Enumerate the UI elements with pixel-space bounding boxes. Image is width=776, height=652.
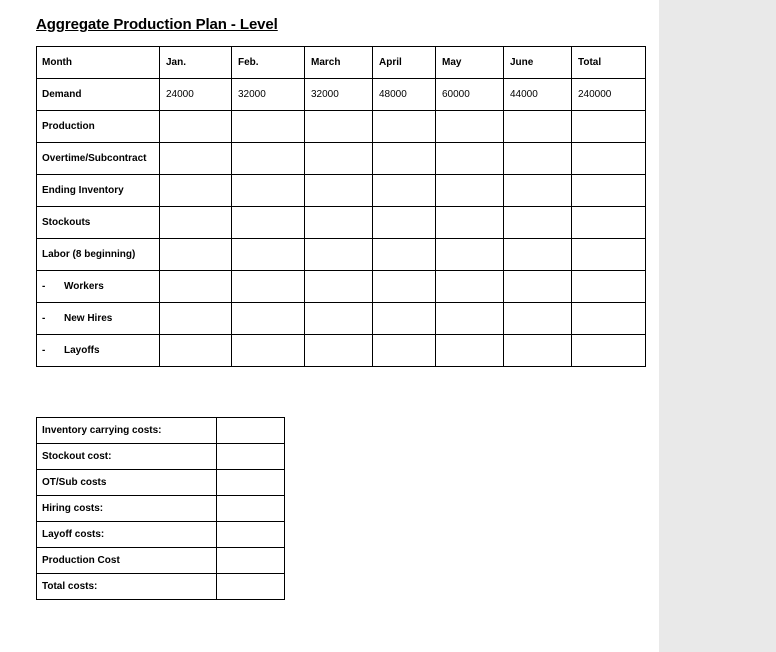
cost-value-cell[interactable]: [217, 470, 285, 496]
row-prefix: -: [42, 281, 46, 292]
cost-row: [37, 496, 285, 522]
value-cell[interactable]: [373, 207, 436, 239]
row-prefix: -: [42, 313, 46, 324]
cost-label: Layoff costs:: [37, 522, 217, 548]
value-cell[interactable]: [305, 335, 373, 367]
value-cell[interactable]: 60000: [436, 79, 504, 111]
row-label: [37, 239, 160, 271]
value-cell[interactable]: [160, 303, 232, 335]
value-cell[interactable]: [232, 143, 305, 175]
value-cell[interactable]: [436, 271, 504, 303]
cost-row: [37, 522, 285, 548]
cost-value-cell[interactable]: [217, 418, 285, 444]
value-cell[interactable]: [160, 111, 232, 143]
row-label: [37, 207, 160, 239]
value-cell[interactable]: [572, 271, 646, 303]
cost-row: [37, 418, 285, 444]
cost-row: [37, 444, 285, 470]
table-header-row: [37, 47, 646, 79]
table-row: [37, 271, 646, 303]
header-cell-month: April: [373, 47, 436, 79]
window-background: [659, 0, 776, 652]
value-cell[interactable]: [232, 335, 305, 367]
header-cell-month: Jan.: [160, 47, 232, 79]
value-cell[interactable]: [504, 303, 572, 335]
row-label: [37, 175, 160, 207]
row-label: [37, 79, 160, 111]
production-plan-table: [36, 46, 646, 367]
row-label-text: Ending Inventory: [42, 185, 124, 196]
row-label-text: Production: [42, 121, 95, 132]
value-cell[interactable]: [232, 239, 305, 271]
row-label-text: Workers: [64, 281, 104, 292]
value-cell[interactable]: [160, 175, 232, 207]
table-row: [37, 143, 646, 175]
value-cell[interactable]: [232, 111, 305, 143]
value-cell[interactable]: [160, 143, 232, 175]
value-cell[interactable]: 44000: [504, 79, 572, 111]
value-cell[interactable]: [160, 271, 232, 303]
value-cell[interactable]: [373, 175, 436, 207]
cost-value-cell[interactable]: [217, 522, 285, 548]
value-cell[interactable]: [373, 239, 436, 271]
cost-label: Hiring costs:: [37, 496, 217, 522]
value-cell[interactable]: [436, 143, 504, 175]
cost-row: [37, 574, 285, 600]
value-cell[interactable]: [504, 143, 572, 175]
cost-row: [37, 548, 285, 574]
header-cell-label: Month: [37, 47, 160, 79]
value-cell[interactable]: [572, 335, 646, 367]
header-cell-month: Total: [572, 47, 646, 79]
value-cell[interactable]: [504, 111, 572, 143]
row-label-text: Layoffs: [64, 345, 100, 356]
value-cell[interactable]: [572, 111, 646, 143]
value-cell[interactable]: [232, 207, 305, 239]
row-prefix: -: [42, 345, 46, 356]
value-cell[interactable]: [504, 175, 572, 207]
value-cell[interactable]: [436, 303, 504, 335]
cost-label: Production Cost: [37, 548, 217, 574]
value-cell[interactable]: [373, 335, 436, 367]
value-cell[interactable]: [232, 271, 305, 303]
page-title: Aggregate Production Plan - Level: [36, 16, 278, 33]
cost-label: Stockout cost:: [37, 444, 217, 470]
value-cell[interactable]: [504, 271, 572, 303]
value-cell[interactable]: [305, 303, 373, 335]
table-row: [37, 79, 646, 111]
value-cell[interactable]: [572, 303, 646, 335]
table-row: [37, 207, 646, 239]
cost-label: Inventory carrying costs:: [37, 418, 217, 444]
value-cell[interactable]: [305, 143, 373, 175]
table-row: [37, 175, 646, 207]
header-cell-month: Feb.: [232, 47, 305, 79]
value-cell[interactable]: [436, 207, 504, 239]
header-cell-month: May: [436, 47, 504, 79]
value-cell[interactable]: 24000: [160, 79, 232, 111]
cost-row: [37, 470, 285, 496]
value-cell[interactable]: [436, 239, 504, 271]
value-cell[interactable]: 240000: [572, 79, 646, 111]
value-cell[interactable]: [373, 111, 436, 143]
value-cell[interactable]: [232, 175, 305, 207]
value-cell[interactable]: [436, 111, 504, 143]
row-label: [37, 143, 160, 175]
header-cell-month: June: [504, 47, 572, 79]
value-cell[interactable]: [572, 239, 646, 271]
cost-value-cell[interactable]: [217, 574, 285, 600]
value-cell[interactable]: [504, 239, 572, 271]
value-cell[interactable]: 32000: [305, 79, 373, 111]
table-row: [37, 239, 646, 271]
value-cell[interactable]: [305, 175, 373, 207]
value-cell[interactable]: [436, 175, 504, 207]
cost-value-cell[interactable]: [217, 496, 285, 522]
value-cell[interactable]: [232, 303, 305, 335]
table-row: [37, 335, 646, 367]
value-cell[interactable]: [504, 335, 572, 367]
row-label-text: Labor (8 beginning): [42, 249, 136, 260]
row-label-text: Overtime/Subcontract: [42, 153, 147, 164]
value-cell[interactable]: [373, 303, 436, 335]
value-cell[interactable]: [305, 271, 373, 303]
cost-summary-table: [36, 417, 285, 600]
value-cell[interactable]: [305, 207, 373, 239]
value-cell[interactable]: [305, 239, 373, 271]
row-label-text: New Hires: [64, 313, 113, 324]
value-cell[interactable]: 32000: [232, 79, 305, 111]
row-label-text: Stockouts: [42, 217, 91, 228]
value-cell[interactable]: [572, 143, 646, 175]
value-cell[interactable]: [436, 335, 504, 367]
table-row: [37, 111, 646, 143]
value-cell[interactable]: [572, 175, 646, 207]
value-cell[interactable]: [373, 143, 436, 175]
cost-value-cell[interactable]: [217, 548, 285, 574]
value-cell[interactable]: [160, 207, 232, 239]
header-cell-month: March: [305, 47, 373, 79]
table-row: [37, 303, 646, 335]
value-cell[interactable]: [373, 271, 436, 303]
cost-label: OT/Sub costs: [37, 470, 217, 496]
value-cell[interactable]: [572, 207, 646, 239]
value-cell[interactable]: [160, 335, 232, 367]
cost-value-cell[interactable]: [217, 444, 285, 470]
row-label: [37, 335, 160, 367]
value-cell[interactable]: [160, 239, 232, 271]
row-label: [37, 303, 160, 335]
row-label-text: Demand: [42, 89, 82, 100]
row-label: [37, 271, 160, 303]
row-label: [37, 111, 160, 143]
value-cell[interactable]: 48000: [373, 79, 436, 111]
cost-label: Total costs:: [37, 574, 217, 600]
value-cell[interactable]: [305, 111, 373, 143]
value-cell[interactable]: [504, 207, 572, 239]
